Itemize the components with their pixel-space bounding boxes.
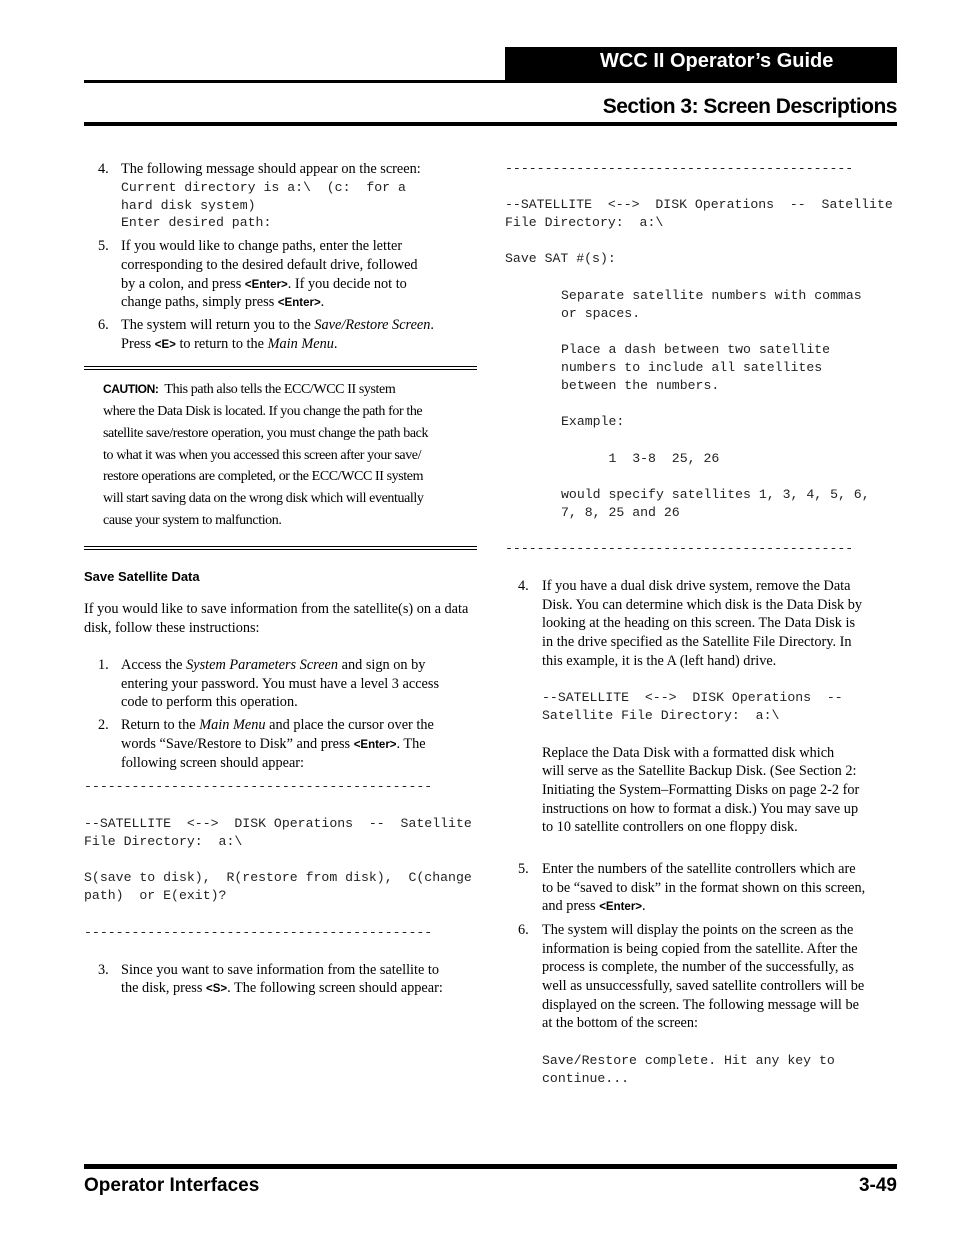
screen-divider: -------------------------------------------- xyxy=(505,161,854,176)
step-number: 3. xyxy=(98,962,109,978)
screen-text-line: hard disk system) xyxy=(121,198,256,213)
screen-text-line: 7, 8, 25 and 26 xyxy=(561,505,680,520)
section-rule xyxy=(84,122,897,126)
step-number: 5. xyxy=(518,861,529,877)
subsection-heading: Save Satellite Data xyxy=(84,569,200,584)
step-text: Initiating the System–Formatting Disks on page 2-2 for xyxy=(542,782,860,798)
s-key: <S> xyxy=(205,983,228,995)
screen-text-line: Save/Restore complete. Hit any key to xyxy=(542,1053,835,1068)
enter-key: <Enter> xyxy=(277,297,321,309)
screen-text-line: Enter desired path: xyxy=(121,215,272,230)
step-text: entering your password. You must have a level 3 access xyxy=(121,676,440,692)
caution-text: where the Data Disk is located. If you change the path for the xyxy=(103,404,423,419)
step-text: code to perform this operation. xyxy=(121,694,298,710)
step-text: the disk, press <S>. The following screen should appear: xyxy=(121,980,443,996)
step-number: 4. xyxy=(98,161,109,177)
step-text: Access the System Parameters Screen and sign on by xyxy=(121,657,426,673)
screen-text-line: Current directory is a:\ (c: for a xyxy=(121,180,406,195)
screen-text-line: File Directory: a:\ xyxy=(84,834,243,849)
screen-text-line: Separate satellite numbers with commas xyxy=(561,288,862,303)
step-text: Disk. You can determine which disk is the Data Disk by xyxy=(542,597,863,613)
step-text: corresponding to the desired default drive, followed xyxy=(121,257,418,273)
screen-divider: -------------------------------------------- xyxy=(505,541,854,556)
e-key: <E> xyxy=(154,339,176,351)
step-text: Enter the numbers of the satellite controllers which are xyxy=(542,861,856,877)
enter-key: <Enter> xyxy=(244,279,288,291)
screen-text-line: File Directory: a:\ xyxy=(505,215,664,230)
caution-text: restore operations are completed, or the ECC/WCC II system xyxy=(103,469,424,484)
screen-text-line: 1 3-8 25, 26 xyxy=(561,451,720,466)
enter-key: <Enter> xyxy=(353,739,397,751)
screen-text-line: --SATELLITE <--> DISK Operations -- xyxy=(542,690,843,705)
step-number: 6. xyxy=(518,922,529,938)
caution-text: to what it was when you accessed this screen after your save/ xyxy=(103,448,422,463)
step-text: If you would like to change paths, enter the letter xyxy=(121,238,403,254)
screen-text-line: would specify satellites 1, 3, 4, 5, 6, xyxy=(561,487,870,502)
step-text: If you have a dual disk drive system, remove the Data xyxy=(542,578,851,594)
header-rule xyxy=(84,80,897,83)
step-number: 4. xyxy=(518,578,529,594)
screen-divider: -------------------------------------------- xyxy=(84,925,433,940)
caution-top-rule xyxy=(84,366,477,367)
step-text: looking at the heading on this screen. The Data Disk is xyxy=(542,615,856,631)
step-text: following screen should appear: xyxy=(121,755,305,771)
intro-text: If you would like to save information from the satellite(s) on a data xyxy=(84,601,469,617)
step-text: in the drive specified as the Satellite File Directory. In xyxy=(542,634,852,650)
step-text: displayed on the screen. The following message will be xyxy=(542,997,859,1013)
screen-text-line: numbers to include all satellites xyxy=(561,360,823,375)
screen-text-line: Satellite File Directory: a:\ xyxy=(542,708,780,723)
step-number: 6. xyxy=(98,317,109,333)
footer-chapter: Operator Interfaces xyxy=(84,1175,260,1196)
screen-text-line: --SATELLITE <--> DISK Operations -- Satellite xyxy=(505,197,893,212)
step-text: Return to the Main Menu and place the cursor over the xyxy=(121,717,434,733)
step-text: information is being copied from the satellite. After the xyxy=(542,941,858,957)
caution-text: will start saving data on the wrong disk which will eventually xyxy=(103,491,424,506)
step-text: well as unsuccessfully, saved satellite controllers will be xyxy=(542,978,865,994)
step-text: will serve as the Satellite Backup Disk. (See Section 2: xyxy=(542,763,857,779)
caution-top-rule xyxy=(84,369,477,370)
screen-text-line: --SATELLITE <--> DISK Operations -- Satellite xyxy=(84,816,472,831)
enter-key: <Enter> xyxy=(599,901,643,913)
screen-text-line: or spaces. xyxy=(561,306,641,321)
step-text: The following message should appear on the screen: xyxy=(121,161,421,177)
step-text: Press <E> to return to the Main Menu. xyxy=(121,336,338,352)
caution-text: satellite save/restore operation, you must change the path back xyxy=(103,426,429,441)
step-number: 1. xyxy=(98,657,109,673)
step-text: instructions on how to format a disk.) You may save up xyxy=(542,801,859,817)
step-text: Replace the Data Disk with a formatted disk which xyxy=(542,745,835,761)
caution-text: cause your system to malfunction. xyxy=(103,513,282,528)
screen-text-line: between the numbers. xyxy=(561,378,720,393)
step-text: words “Save/Restore to Disk” and press <Enter>. The xyxy=(121,736,426,752)
screen-text-line: continue... xyxy=(542,1071,630,1086)
caution-text: CAUTION: This path also tells the ECC/WCC II system xyxy=(103,382,396,397)
page-number: 3-49 xyxy=(858,1175,897,1196)
footer-rule xyxy=(84,1164,897,1169)
step-text: and press <Enter>. xyxy=(542,898,646,914)
screen-divider: -------------------------------------------- xyxy=(84,779,433,794)
screen-text-line: S(save to disk), R(restore from disk), C(change xyxy=(84,870,472,885)
step-text: The system will return you to the Save/Restore Screen. xyxy=(121,317,434,333)
screen-text-line: Save SAT #(s): xyxy=(505,251,616,266)
step-text: at the bottom of the screen: xyxy=(542,1015,699,1031)
step-text: by a colon, and press <Enter>. If you decide not to xyxy=(121,276,407,292)
step-text: Since you want to save information from the satellite to xyxy=(121,962,440,978)
step-text: to be “saved to disk” in the format shown on this screen, xyxy=(542,880,866,896)
caution-bottom-rule xyxy=(84,546,477,547)
caution-label: CAUTION: xyxy=(103,382,159,396)
guide-title: WCC II Operator’s Guide xyxy=(600,50,834,72)
step-text: change paths, simply press <Enter>. xyxy=(121,294,325,310)
step-text: to 10 satellite controllers on one floppy disk. xyxy=(542,819,798,835)
step-number: 2. xyxy=(98,717,109,733)
screen-text-line: Place a dash between two satellite xyxy=(561,342,831,357)
step-text: The system will display the points on the screen as the xyxy=(542,922,854,938)
step-text: this example, it is the A (left hand) drive. xyxy=(542,653,777,669)
step-text: process is complete, the number of the successfully, as xyxy=(542,959,854,975)
caution-bottom-rule xyxy=(84,549,477,550)
intro-text: disk, follow these instructions: xyxy=(84,620,260,636)
section-title: Section 3: Screen Descriptions xyxy=(602,95,897,118)
screen-text-line: path) or E(exit)? xyxy=(84,888,227,903)
step-number: 5. xyxy=(98,238,109,254)
screen-text-line: Example: xyxy=(561,414,625,429)
